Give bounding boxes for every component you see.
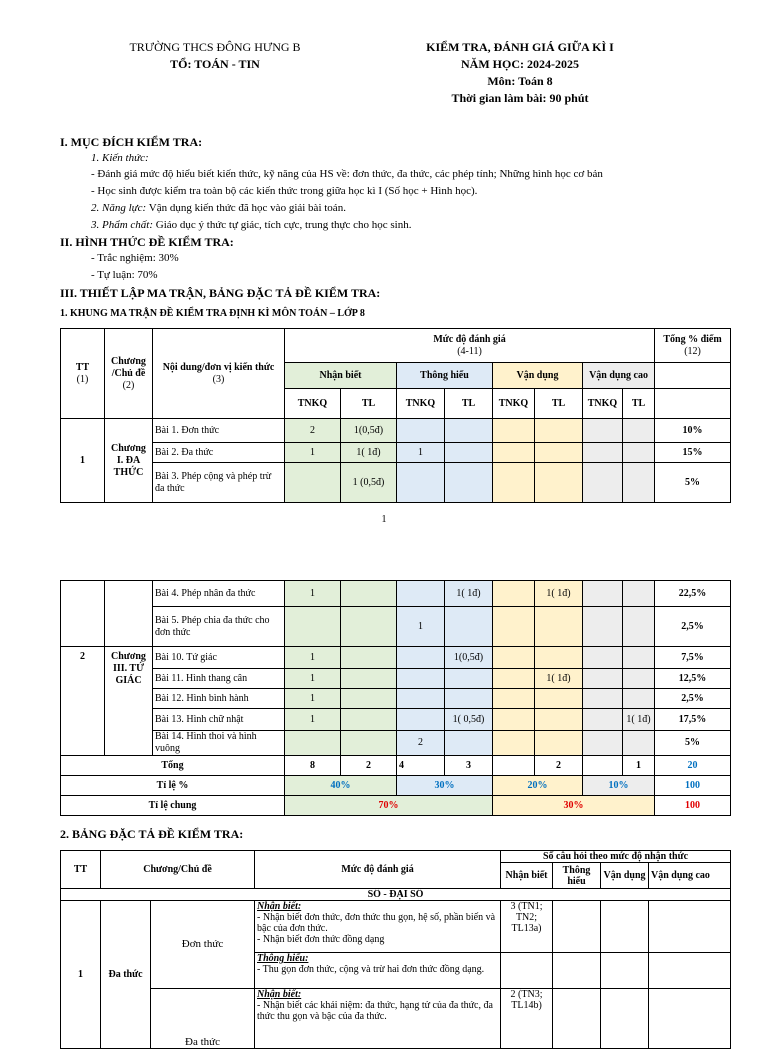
cell: 2 <box>285 419 341 443</box>
cell <box>445 689 493 709</box>
section-1-item-2-text: Vận dụng kiến thức đã học vào giải bài toán. <box>146 202 346 214</box>
cell: 1 <box>285 647 341 669</box>
sum-cell: 2 <box>535 756 583 776</box>
lesson-name: Bài 12. Hình bình hành <box>153 689 285 709</box>
spec-cell <box>649 989 731 1049</box>
common-rate-2: 30% <box>493 796 655 816</box>
spec-sub1-nb-count: 3 (TN1; TN2; TL13a) <box>501 901 553 953</box>
spec-sub1-nb: Nhận biết: - Nhận biết đơn thức, đơn thức thu gọn, hệ số, phần biến và bậc của đơn thức. - Nhận biết đơn thức đồng dạng <box>255 901 501 953</box>
col-tl: TL <box>445 389 493 419</box>
header-mucdo: Mức độ đánh giá (4-11) <box>285 329 655 363</box>
sum-cell: 1 <box>623 756 655 776</box>
cell <box>445 607 493 647</box>
row-total: 2,5% <box>655 689 731 709</box>
cell <box>623 443 655 463</box>
cell <box>583 581 623 607</box>
cell: 1(0,5đ) <box>341 419 397 443</box>
lesson-name: Bài 2. Đa thức <box>153 443 285 463</box>
spec-header-chuong: Chương/Chủ đề <box>101 851 255 889</box>
sum-cell <box>493 756 535 776</box>
spec-sub2-nb: Nhận biết: - Nhận biết các khái niệm: đa thức, hạng tử của đa thức, đa thức thu gọn và bậc của đa thức. <box>255 989 501 1049</box>
common-rate-1: 70% <box>285 796 493 816</box>
cell <box>397 709 445 731</box>
spec-header-mucdo: Mức độ đánh giá <box>255 851 501 889</box>
cell <box>583 443 623 463</box>
cell <box>341 689 397 709</box>
cell <box>493 581 535 607</box>
cell <box>623 607 655 647</box>
row-total: 17,5% <box>655 709 731 731</box>
exam-time: Thời gian làm bài: 90 phút <box>451 91 589 105</box>
col-empty <box>655 389 731 419</box>
level-van-dung-cao: Vận dụng cao <box>583 363 655 389</box>
lesson-name: Bài 11. Hình thang cân <box>153 669 285 689</box>
cell <box>583 463 623 503</box>
section-1-title: I. MỤC ĐÍCH KIỂM TRA: <box>60 135 203 149</box>
header-noidung: Nội dung/đơn vị kiến thức (3) <box>153 329 285 419</box>
cell <box>583 419 623 443</box>
cell <box>285 463 341 503</box>
spec-cell <box>601 989 649 1049</box>
spec-tt: 1 <box>61 901 101 1049</box>
spec-header-vd: Vận dụng <box>601 863 649 889</box>
chapter-1-tt-cont <box>61 581 105 647</box>
cell: 1(0,5đ) <box>445 647 493 669</box>
chapter-1-name-cont <box>105 581 153 647</box>
matrix-table-page1 <box>60 328 731 503</box>
row-total: 5% <box>655 463 731 503</box>
spec-header-tt: TT <box>61 851 101 889</box>
cell <box>623 669 655 689</box>
cell <box>583 731 623 756</box>
cell: 1 <box>285 709 341 731</box>
section-1-item-2-label: 2. Năng lực: <box>91 202 147 214</box>
cell <box>397 419 445 443</box>
rate-van-dung-cao: 10% <box>583 776 655 796</box>
spec-table <box>60 850 731 1049</box>
col-tnkq: TNKQ <box>583 389 623 419</box>
row-total: 7,5% <box>655 647 731 669</box>
cell <box>445 443 493 463</box>
cell: 1( 0,5đ) <box>445 709 493 731</box>
spec-title: 2. BẢNG ĐẶC TẢ ĐỀ KIỂM TRA: <box>60 827 244 841</box>
cell <box>341 647 397 669</box>
cell: 1( 1đ) <box>623 709 655 731</box>
cell <box>623 689 655 709</box>
cell: 1 <box>285 443 341 463</box>
cell <box>445 731 493 756</box>
section-1-item-3-text: Giáo dục ý thức tự giác, tích cực, trung thực cho học sinh. <box>153 219 412 231</box>
matrix-table-page2 <box>60 580 731 816</box>
cell <box>493 669 535 689</box>
rate-nhan-biet: 40% <box>285 776 397 796</box>
rate-van-dung: 20% <box>493 776 583 796</box>
header-tt: TT (1) <box>61 329 105 419</box>
spec-cell <box>553 989 601 1049</box>
page-number: 1 <box>381 514 387 525</box>
lesson-name: Bài 3. Phép cộng và phép trừ đa thức <box>153 463 285 503</box>
cell <box>535 731 583 756</box>
cell <box>397 647 445 669</box>
cell <box>623 647 655 669</box>
rate-thong-hieu: 30% <box>397 776 493 796</box>
department-name: TỔ: TOÁN - TIN <box>170 57 260 71</box>
cell: 1( 1đ) <box>535 581 583 607</box>
cell <box>445 669 493 689</box>
spec-sub2-nb-count: 2 (TN3; TL14b) <box>501 989 553 1049</box>
section-1-line-2: - Học sinh được kiểm tra toàn bộ các kiến thức trong giữa học kì I (Số học + Hình học). <box>91 185 478 197</box>
header-chuong: Chương /Chủ đề (2) <box>105 329 153 419</box>
level-nhan-biet: Nhận biết <box>285 363 397 389</box>
lesson-name: Bài 14. Hình thoi và hình vuông <box>153 731 285 756</box>
cell <box>623 419 655 443</box>
row-total: 10% <box>655 419 731 443</box>
section-3-title: III. THIẾT LẬP MA TRẬN, BẢNG ĐẶC TẢ ĐỀ KIỂM TRA: <box>60 286 381 300</box>
cell <box>493 731 535 756</box>
col-tl: TL <box>535 389 583 419</box>
section-2-line-2: - Tự luận: 70% <box>91 269 158 281</box>
cell <box>583 669 623 689</box>
cell <box>583 607 623 647</box>
cell <box>493 689 535 709</box>
sum-cell <box>583 756 623 776</box>
col-tnkq: TNKQ <box>397 389 445 419</box>
cell <box>341 669 397 689</box>
spec-subtopic-1: Đơn thức <box>151 901 255 989</box>
sum-cell: 4 <box>397 756 445 776</box>
cell <box>623 731 655 756</box>
level-thong-hieu: Thông hiểu <box>397 363 493 389</box>
spec-subtopic-2: Đa thức <box>151 989 255 1049</box>
col-tl: TL <box>623 389 655 419</box>
cell <box>583 709 623 731</box>
exam-title: KIỂM TRA, ĐÁNH GIÁ GIỮA KÌ I <box>426 40 614 54</box>
section-1-item-1: 1. Kiến thức: <box>91 152 149 164</box>
cell <box>397 581 445 607</box>
spec-header-th: Thông hiểu <box>553 863 601 889</box>
cell <box>445 463 493 503</box>
spec-cell <box>553 901 601 953</box>
cell <box>493 463 535 503</box>
spec-topic: Đa thức <box>101 901 151 1049</box>
cell <box>397 463 445 503</box>
spec-header-vdc: Vận dụng cao <box>649 863 731 889</box>
row-total: 5% <box>655 731 731 756</box>
cell <box>535 443 583 463</box>
cell <box>623 581 655 607</box>
lesson-name: Bài 5. Phép chia đa thức cho đơn thức <box>153 607 285 647</box>
lesson-name: Bài 13. Hình chữ nhật <box>153 709 285 731</box>
cell <box>493 419 535 443</box>
section-1-item-2 <box>91 202 346 214</box>
chapter-1-tt: 1 <box>61 419 105 503</box>
cell: 1 <box>285 669 341 689</box>
spec-cell <box>649 901 731 953</box>
cell <box>341 607 397 647</box>
cell <box>583 647 623 669</box>
cell <box>583 689 623 709</box>
spec-header-nb: Nhận biết <box>501 863 553 889</box>
cell: 1 <box>397 607 445 647</box>
common-total: 100 <box>655 796 731 816</box>
cell <box>535 709 583 731</box>
section-2-line-1: - Trắc nghiệm: 30% <box>91 252 179 264</box>
cell: 1 <box>285 581 341 607</box>
cell <box>535 607 583 647</box>
spec-cell <box>649 953 731 989</box>
cell <box>493 647 535 669</box>
sum-label: Tổng <box>61 756 285 776</box>
level-van-dung: Vận dụng <box>493 363 583 389</box>
cell: 1( 1đ) <box>341 443 397 463</box>
cell: 1( 1đ) <box>535 669 583 689</box>
sum-cell: 2 <box>341 756 397 776</box>
sum-cell: 8 <box>285 756 341 776</box>
lesson-name: Bài 1. Đơn thức <box>153 419 285 443</box>
spec-sub1-th: Thông hiểu: - Thu gọn đơn thức, cộng và trừ hai đơn thức đồng dạng. <box>255 953 501 989</box>
subject: Môn: Toán 8 <box>487 74 553 88</box>
spec-header-socau: Số câu hỏi theo mức độ nhận thức <box>501 851 731 863</box>
cell <box>341 731 397 756</box>
spec-cell <box>601 901 649 953</box>
col-tnkq: TNKQ <box>493 389 535 419</box>
section-1-item-3-label: 3. Phẩm chất: <box>91 219 154 231</box>
sum-total: 20 <box>655 756 731 776</box>
sum-cell: 3 <box>445 756 493 776</box>
col-tl: TL <box>341 389 397 419</box>
cell <box>493 709 535 731</box>
cell <box>623 463 655 503</box>
rate-total: 100 <box>655 776 731 796</box>
row-total: 22,5% <box>655 581 731 607</box>
cell <box>285 731 341 756</box>
spec-cell <box>501 953 553 989</box>
rate-label: Tỉ lệ % <box>61 776 285 796</box>
spec-part-title: SỐ - ĐẠI SỐ <box>61 889 731 901</box>
cell: 1 (0,5đ) <box>341 463 397 503</box>
section-1-line-1: - Đánh giá mức độ hiểu biết kiến thức, kỹ năng của HS về: đơn thức, đa thức, các phép tính; Những hình học cơ bản <box>91 168 603 180</box>
cell <box>535 463 583 503</box>
chapter-1-name: Chương I. ĐA THỨC <box>105 419 153 503</box>
lesson-name: Bài 4. Phép nhân đa thức <box>153 581 285 607</box>
cell <box>445 419 493 443</box>
common-label: Tỉ lệ chung <box>61 796 285 816</box>
chapter-2-tt: 2 <box>61 647 105 756</box>
school-year: NĂM HỌC: 2024-2025 <box>461 57 579 71</box>
row-total: 15% <box>655 443 731 463</box>
matrix-title: 1. KHUNG MA TRẬN ĐỀ KIỂM TRA ĐỊNH KÌ MÔN TOÁN – LỚP 8 <box>60 308 365 319</box>
header-tong: Tổng % điểm (12) <box>655 329 731 363</box>
spec-cell <box>553 953 601 989</box>
row-total: 12,5% <box>655 669 731 689</box>
cell <box>341 581 397 607</box>
cell <box>535 647 583 669</box>
cell <box>341 709 397 731</box>
cell: 1( 1đ) <box>445 581 493 607</box>
cell <box>397 689 445 709</box>
spec-cell <box>601 953 649 989</box>
cell: 1 <box>285 689 341 709</box>
cell: 2 <box>397 731 445 756</box>
header-tong-empty <box>655 363 731 389</box>
school-name: TRƯỜNG THCS ĐÔNG HƯNG B <box>129 40 301 54</box>
chapter-2-name: Chương III. TỨ GIÁC <box>105 647 153 756</box>
section-2-title: II. HÌNH THỨC ĐỀ KIỂM TRA: <box>60 235 234 249</box>
cell <box>493 443 535 463</box>
section-1-item-3 <box>91 219 411 231</box>
lesson-name: Bài 10. Tứ giác <box>153 647 285 669</box>
col-tnkq: TNKQ <box>285 389 341 419</box>
cell <box>397 669 445 689</box>
cell <box>535 689 583 709</box>
row-total: 2,5% <box>655 607 731 647</box>
cell <box>535 419 583 443</box>
cell <box>493 607 535 647</box>
cell <box>285 607 341 647</box>
cell: 1 <box>397 443 445 463</box>
